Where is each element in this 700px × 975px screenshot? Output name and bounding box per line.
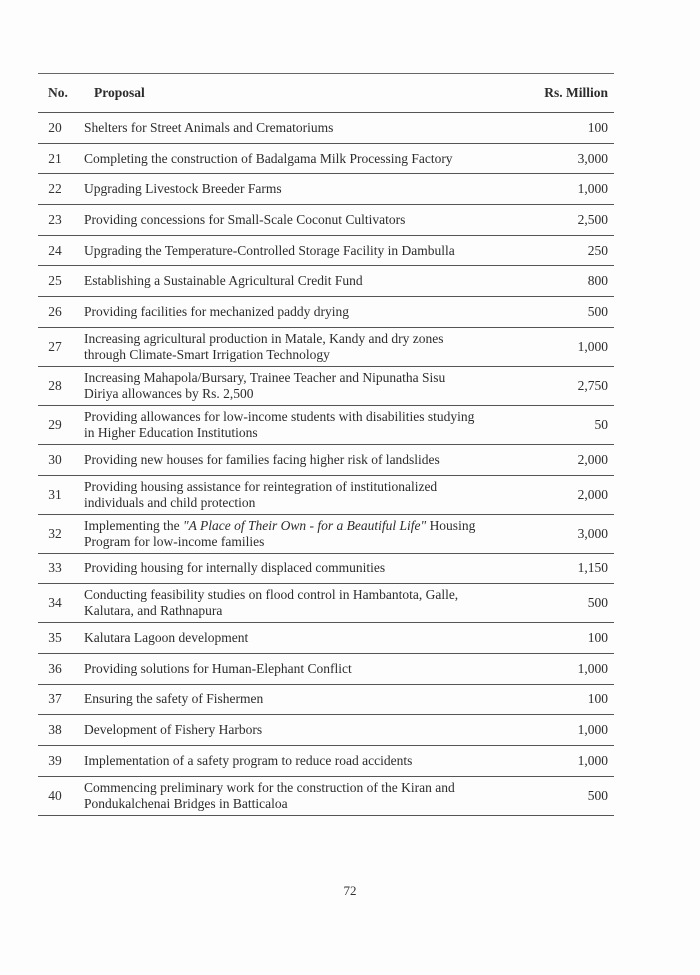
row-number: 26 (48, 303, 62, 319)
row-amount: 100 (587, 630, 608, 646)
proposal-text: Implementing the (84, 517, 183, 533)
row-amount: 2,750 (577, 377, 608, 393)
row-number: 35 (48, 630, 62, 646)
table-row (38, 367, 614, 405)
table-row (38, 515, 614, 553)
row-proposal: Kalutara Lagoon development (84, 630, 249, 646)
table-row (38, 584, 614, 622)
row-number: 31 (48, 486, 62, 502)
proposal-line-1: Increasing agricultural production in Matale, Kandy and dry zones (84, 330, 444, 346)
row-proposal: Establishing a Sustainable Agricultural Credit Fund (84, 273, 363, 289)
table-row (38, 623, 614, 653)
row-proposal (72, 780, 498, 812)
row-proposal (72, 518, 498, 550)
row-amount: 1,000 (577, 338, 608, 354)
table-row (38, 297, 614, 327)
row-amount: 2,500 (577, 211, 608, 227)
row-amount: 1,150 (577, 560, 608, 576)
row-proposal (72, 479, 498, 511)
row-proposal: Ensuring the safety of Fishermen (84, 691, 264, 707)
row-number: 25 (48, 273, 62, 289)
row-amount: 500 (587, 303, 608, 319)
proposal-line-2: Pondukalchenai Bridges in Batticaloa (84, 795, 288, 811)
row-proposal: Completing the construction of Badalgama Milk Processing Factory (84, 150, 453, 166)
row-proposal: Providing solutions for Human-Elephant Conflict (84, 660, 352, 676)
proposal-text: Housing (426, 517, 476, 533)
table-row (38, 715, 614, 745)
table-row (38, 174, 614, 204)
row-number: 39 (48, 752, 62, 768)
row-number: 36 (48, 660, 62, 676)
row-number: 23 (48, 211, 62, 227)
row-amount: 800 (587, 273, 608, 289)
proposal-line-1: Increasing Mahapola/Bursary, Trainee Teacher and Nipunatha Sisu (84, 369, 446, 385)
row-number: 30 (48, 451, 62, 467)
table-row (38, 554, 614, 584)
table-row (38, 144, 614, 174)
row-proposal (72, 587, 498, 619)
table-row (38, 205, 614, 235)
row-amount: 1,000 (577, 752, 608, 768)
row-proposal: Upgrading the Temperature-Controlled Storage Facility in Dambulla (84, 242, 455, 258)
table-row (38, 685, 614, 715)
table-row (38, 236, 614, 266)
row-amount: 500 (587, 595, 608, 611)
table-row (38, 746, 614, 776)
row-amount: 3,000 (577, 525, 608, 541)
table-body (38, 113, 614, 816)
row-proposal: Providing housing for internally displaced communities (84, 560, 386, 576)
proposal-line-2: Diriya allowances by Rs. 2,500 (84, 385, 254, 401)
row-amount: 100 (587, 119, 608, 135)
row-number: 21 (48, 150, 62, 166)
proposal-line-2: individuals and child protection (84, 494, 256, 510)
row-proposal: Development of Fishery Harbors (84, 722, 263, 738)
row-number: 38 (48, 722, 62, 738)
proposal-line-1: Providing allowances for low-income students with disabilities studying (84, 408, 475, 424)
row-number: 24 (48, 242, 62, 258)
row-amount: 1,000 (577, 181, 608, 197)
proposal-line-2: through Climate-Smart Irrigation Technology (84, 346, 330, 362)
row-number: 34 (48, 595, 62, 611)
proposal-line-1: Providing housing assistance for reintegration of institutionalized (84, 478, 438, 494)
row-proposal: Providing facilities for mechanized paddy drying (84, 303, 350, 319)
row-amount: 50 (594, 416, 608, 432)
row-amount: 1,000 (577, 722, 608, 738)
row-proposal (72, 409, 498, 441)
row-amount: 100 (587, 691, 608, 707)
row-number: 29 (48, 416, 62, 432)
row-proposal: Providing concessions for Small-Scale Coconut Cultivators (84, 211, 406, 227)
row-amount: 3,000 (577, 150, 608, 166)
proposal-line-2: Program for low-income families (84, 533, 265, 549)
row-amount: 250 (587, 242, 608, 258)
row-proposal (72, 331, 498, 363)
row-number: 27 (48, 338, 62, 354)
proposals-table (38, 73, 614, 816)
table-row (38, 328, 614, 366)
row-number: 28 (48, 377, 62, 393)
proposal-line-1 (84, 518, 498, 534)
row-number: 22 (48, 181, 62, 197)
table-row (38, 476, 614, 514)
row-amount: 2,000 (577, 486, 608, 502)
row-number: 33 (48, 560, 62, 576)
row-proposal (72, 370, 498, 402)
proposal-line-2: in Higher Education Institutions (84, 424, 258, 440)
row-number: 40 (48, 787, 62, 803)
table-row (38, 654, 614, 684)
row-amount: 1,000 (577, 660, 608, 676)
table-row (38, 113, 614, 143)
row-proposal: Upgrading Livestock Breeder Farms (84, 181, 282, 197)
header-amount: Rs. Million (544, 85, 608, 100)
row-rule (38, 815, 614, 816)
proposal-line-1: Conducting feasibility studies on flood control in Hambantota, Galle, (84, 587, 459, 603)
table-row (38, 266, 614, 296)
row-number: 20 (48, 119, 62, 135)
proposal-line-2: Kalutara, and Rathnapura (84, 603, 223, 619)
table-row (38, 445, 614, 475)
proposal-line-1: Commencing preliminary work for the construction of the Kiran and (84, 779, 455, 795)
header-no: No. (48, 85, 68, 100)
table-header (38, 74, 614, 112)
row-number: 37 (48, 691, 62, 707)
row-amount: 2,000 (577, 451, 608, 467)
row-proposal: Implementation of a safety program to reduce road accidents (84, 752, 413, 768)
table-row (38, 777, 614, 815)
row-proposal: Shelters for Street Animals and Crematoriums (84, 119, 334, 135)
program-title-italic: "A Place of Their Own - for a Beautiful Life" (182, 517, 427, 533)
page-number: 72 (343, 883, 357, 898)
table-row (38, 406, 614, 444)
row-proposal: Providing new houses for families facing higher risk of landslides (84, 451, 440, 467)
header-proposal: Proposal (94, 85, 145, 100)
row-number: 32 (48, 525, 62, 541)
row-amount: 500 (587, 787, 608, 803)
